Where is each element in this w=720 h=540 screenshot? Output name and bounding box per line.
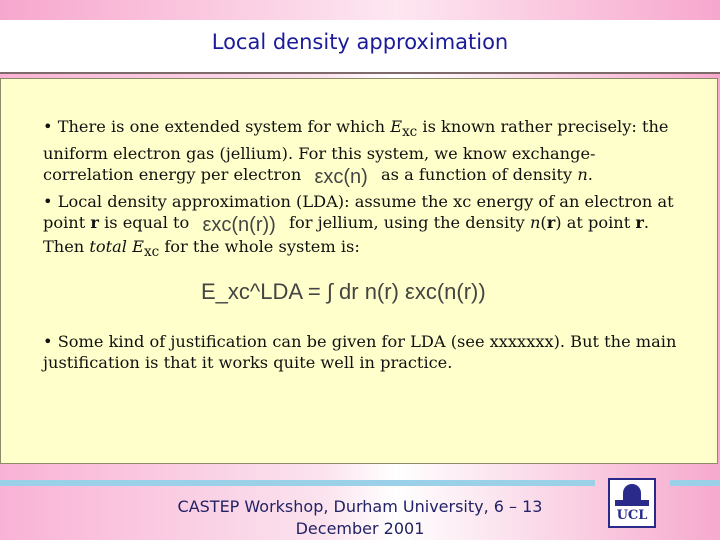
- footer-text: CASTEP Workshop, Durham University, 6 – 13 December 2001: [177, 497, 543, 538]
- bullet-3: • Some kind of justification can be given for LDA (see xxxxxxx). But the main justification is that it works quite well in practice.: [43, 332, 677, 372]
- top-band: [0, 0, 720, 20]
- content-panel: [0, 78, 718, 464]
- math-eps-nr: εxc(n(r)): [202, 214, 276, 236]
- bullet-1: • There is one extended system for which $E_{xc}$ is known rather precisely: the uniform electron gas (jellium). For this system, we know exchange-correlation energy per electron εxc(n) as a function of density n.: [43, 117, 669, 189]
- ucl-dome-icon: [623, 484, 641, 500]
- bullet-2: • Local density approximation (LDA): assume the xc energy of an electron at point r is equal to εxc(n(r)) for jellium, using the density n(r) at point r. Then total $E_{xc}$ for the whole system is:: [43, 192, 674, 261]
- lda-formula: E_xc^LDA = ∫ dr n(r) εxc(n(r)): [201, 279, 486, 304]
- symbol-E: E: [390, 117, 403, 136]
- ucl-logo: UCL: [608, 478, 656, 528]
- slide-title: Local density approximation: [211, 30, 509, 54]
- math-eps-n: εxc(n): [314, 166, 368, 189]
- footer-stripe-right: [670, 480, 720, 486]
- ucl-portico: [615, 500, 649, 506]
- title-bar: [0, 20, 720, 74]
- footer-stripe-left: [0, 480, 595, 486]
